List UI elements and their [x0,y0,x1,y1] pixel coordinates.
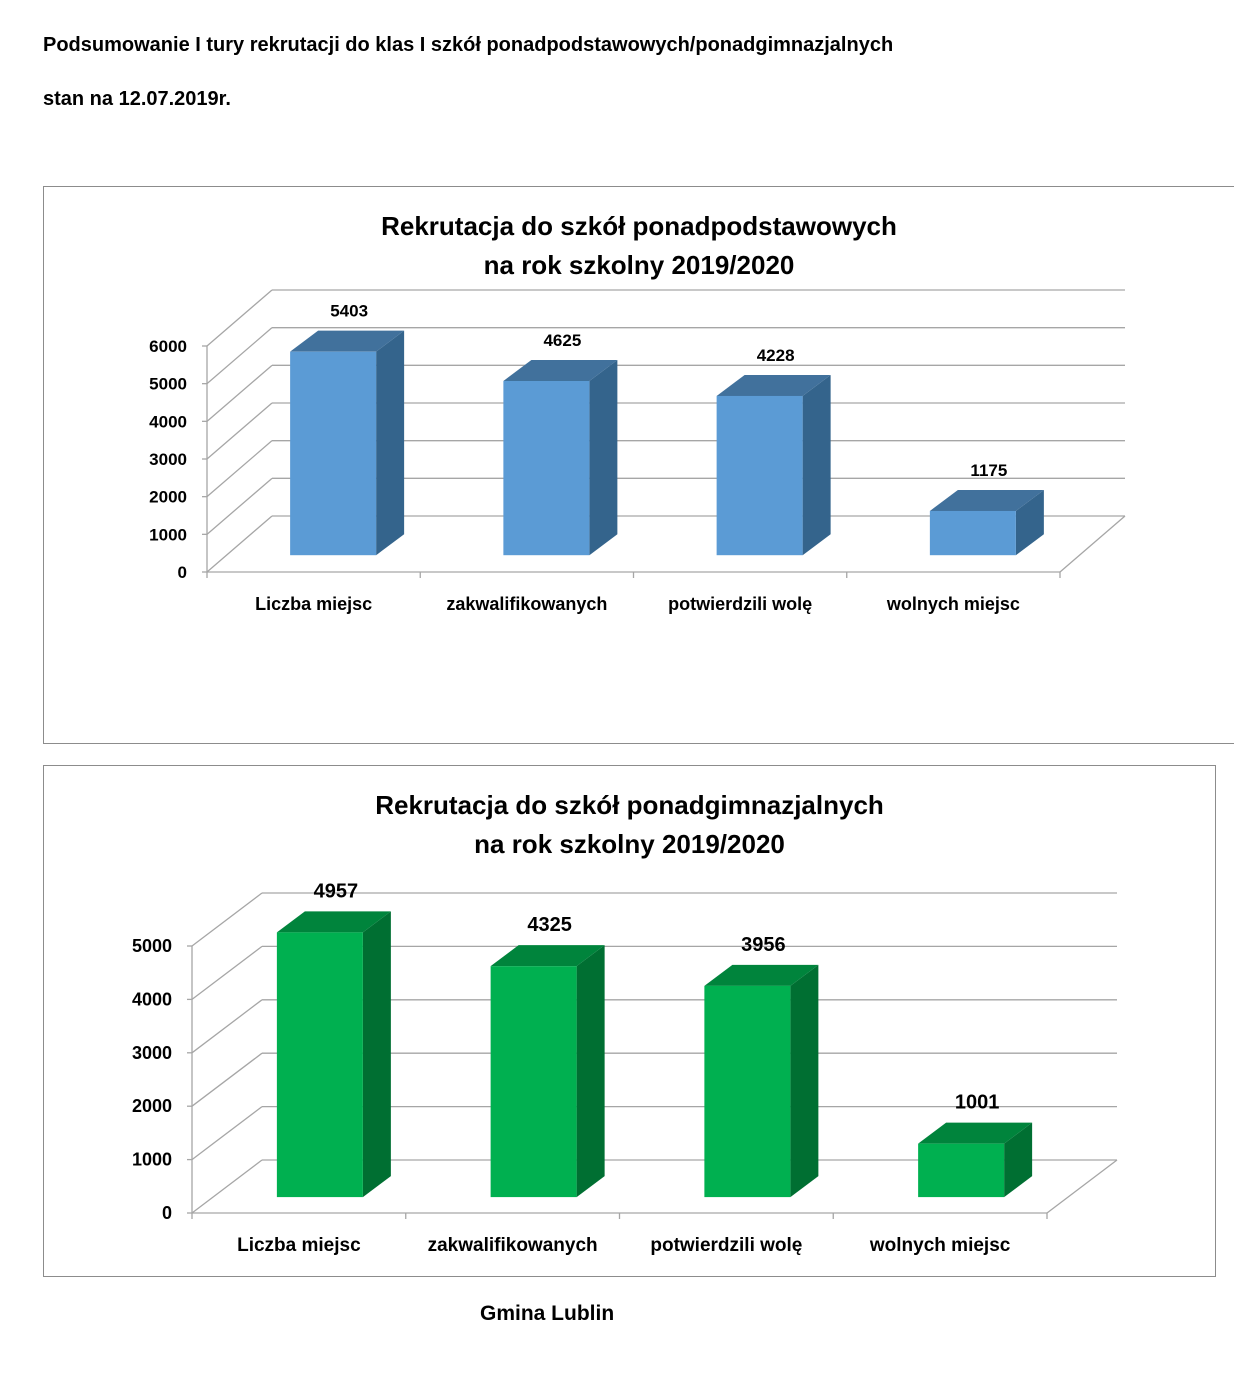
chart-1-y-tick-label: 6000 [149,337,187,356]
chart-1-y-tick-label: 3000 [149,450,187,469]
chart-2-data-label: 4325 [527,914,572,937]
chart-1-bar [290,352,376,556]
chart-2-bar [277,932,363,1197]
chart-1-data-label: 4228 [756,345,795,365]
chart-2-x-tick-label: Liczba miejsc [237,1235,361,1256]
chart-1-side-gridline [207,365,272,421]
chart-2-y-tick-label: 3000 [131,1042,172,1063]
chart-1-x-tick-label: Liczba miejsc [255,594,373,614]
chart-1-title: Rekrutacja do szkół ponadpodstawowych na rok szkolny 2019/2020 [381,211,897,280]
chart-1-bar-side [803,375,831,555]
chart-1-bar [930,511,1016,555]
chart-1-bar-side [589,360,617,555]
chart-2-bar [491,966,577,1197]
chart-1-y-tick-label: 4000 [149,412,187,432]
chart-2-y-tick-label: 1000 [131,1149,172,1170]
chart-1-side-gridline [207,441,272,497]
chart-1-y-tick-label: 2000 [149,487,187,507]
chart-2-data-label: 4957 [313,880,359,903]
chart-1-x-tick-label: potwierdzili wolę [668,594,813,614]
chart-1-y-tick-label: 5000 [149,374,187,394]
chart-1-side-gridline [207,478,272,534]
chart-1-bar-side [376,331,404,556]
chart-2-bar-side [577,945,605,1197]
chart-2-bar-side [363,911,391,1197]
chart-1-side-gridline [207,516,272,572]
chart-1-y-tick-label: 0 [177,563,187,582]
chart-2-side-gridline [192,1000,262,1053]
chart-1-data-label: 4625 [543,330,582,350]
chart-1-x-tick-label: zakwalifikowanych [446,594,608,614]
chart-2-bar [918,1144,1004,1197]
chart-2-side-gridline [192,893,262,946]
chart-1-y-tick-label: 1000 [149,525,187,545]
document-title: Podsumowanie I tury rekrutacji do klas I szkół ponadpodstawowych/ponadgimnazjalnych [43,34,894,56]
chart-2-title: Rekrutacja do szkół ponadgimnazjalnych na rok szkolny 2019/2020 [375,790,884,859]
chart-1-x-tick-label: wolnych miejsc [886,594,1020,614]
chart-1-bar [503,381,589,555]
chart-2-side-gridline [192,946,262,999]
chart-1-data-label: 5403 [330,301,369,321]
chart-2-y-tick-label: 0 [161,1203,172,1223]
chart-2-bar-side [790,965,818,1197]
chart-1-floor-edge [1060,516,1125,572]
chart-2-x-tick-label: wolnych miejsc [869,1235,1011,1256]
footer-label: Gmina Lublin [480,1302,615,1325]
chart-2-data-label: 1001 [954,1091,1000,1114]
chart-2-y-tick-label: 2000 [131,1096,172,1117]
chart-1-side-gridline [207,328,272,384]
chart-2-x-tick-label: zakwalifikowanych [427,1235,598,1256]
chart-2-y-tick-label: 5000 [131,936,172,956]
chart-1-data-label: 1175 [970,460,1008,480]
document-date: stan na 12.07.2019r. [43,88,231,110]
chart-2-floor-edge [1047,1160,1117,1213]
chart-2-side-gridline [192,1053,262,1106]
chart-2-y-tick-label: 4000 [131,989,172,1010]
chart-1-side-gridline [207,403,272,459]
chart-2-data-label: 3956 [741,933,786,956]
chart-2-x-tick-label: potwierdzili wolę [650,1235,803,1256]
chart-2-side-gridline [192,1160,262,1213]
chart-2-bar [704,986,790,1197]
chart-2-side-gridline [192,1107,262,1160]
chart-1-side-gridline [207,290,272,346]
chart-1-bar [717,396,803,555]
